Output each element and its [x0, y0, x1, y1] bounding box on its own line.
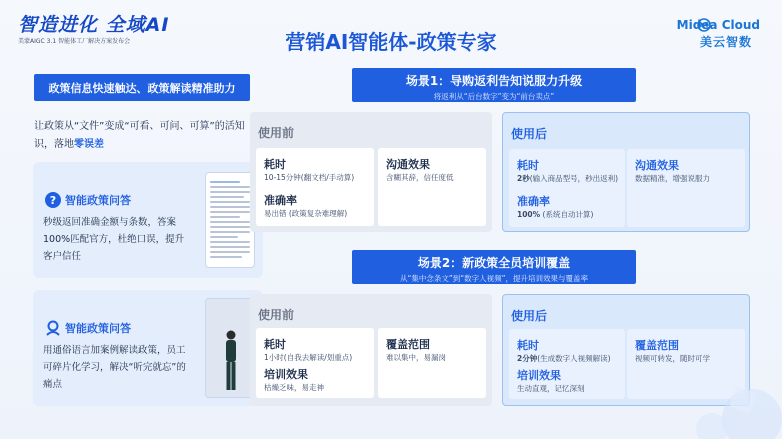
metric-text: 易出错 (政策复杂难理解) [264, 209, 348, 218]
digital-human-video-thumbnail [205, 298, 255, 398]
left-description-text: 让政策从“文件”变成“可看、可问、可算”的活知识，落地 [34, 121, 245, 150]
logo-english: Midea Cloud [676, 18, 760, 32]
metric-title: 培训效果 [517, 369, 561, 382]
scene2-title: 场景2：新政策全员培训覆盖 [417, 256, 571, 270]
metric-title: 沟通效果 [635, 159, 679, 172]
metric-title: 覆盖范围 [386, 338, 430, 351]
scene1-title: 场景1：导购返利告知说服力升级 [405, 74, 583, 88]
question-icon: ? [45, 192, 61, 208]
scene1-before-heading: 使用前 [258, 126, 295, 140]
left-description-highlight: 零误差 [74, 139, 104, 150]
left-description [34, 118, 259, 154]
metric-title: 培训效果 [264, 368, 308, 381]
metric-text [517, 353, 611, 364]
metric-text: 10-15分钟(翻文档/手动算) [264, 173, 355, 182]
scene2-subtitle: 从“集中念条文”到“数字人视频”，提升培训效果与覆盖率 [399, 274, 589, 283]
policy-qa-card-title-text: 智能政策问答 [65, 194, 131, 207]
metric-text: 枯燥乏味，易走神 [264, 383, 324, 392]
policy-explain-card-title-text: 智能政策问答 [65, 322, 131, 335]
brand-title: 智造进化 全域AI [18, 14, 170, 36]
scene1-banner [352, 68, 636, 102]
scene1-before-time-box [256, 148, 374, 226]
metric-title: 沟通效果 [386, 158, 430, 171]
scene2-banner [352, 250, 636, 284]
scene1-after-heading: 使用后 [511, 127, 548, 141]
metric-text [517, 209, 593, 220]
metric-detail: (生成数字人视频解读) [537, 354, 611, 363]
scene2-before-panel [250, 294, 492, 406]
scene1-after-panel [502, 112, 750, 232]
metric-detail: (系统自动计算) [540, 210, 594, 219]
metric-text: 1小时(自我去解读/划重点) [264, 353, 353, 362]
scene2-after-heading: 使用后 [511, 309, 548, 323]
policy-explain-card [33, 290, 263, 406]
metric-number: 100% [517, 210, 541, 219]
metric-title: 耗时 [517, 339, 539, 352]
metric-detail: (输入商品型号，秒出返利) [529, 174, 619, 183]
policy-qa-card-body: 秒级返回准确金额与条数，答案100%匹配官方，杜绝口误，提升客户信任 [43, 217, 185, 262]
metric-text: 视频可转发，随时可学 [635, 354, 710, 363]
metric-text: 含糊其辞，信任度低 [386, 173, 454, 182]
scene2-before-time-box [256, 328, 374, 398]
scene2-before-heading: 使用前 [258, 308, 295, 322]
policy-qa-card-title [45, 192, 131, 208]
metric-title: 耗时 [264, 338, 286, 351]
scene1-subtitle: 将返利从“后台数字”变为“前台卖点” [433, 92, 555, 101]
metric-text: 难以集中，易漏岗 [386, 353, 446, 362]
scene1-after-time-box [509, 149, 625, 227]
logo-chinese: 美云智数 [699, 35, 752, 49]
metric-title: 耗时 [517, 159, 539, 172]
chat-screenshot-thumbnail [205, 172, 255, 268]
decorative-shapes [642, 329, 782, 439]
policy-qa-card [33, 162, 263, 278]
metric-number: 2分钟 [517, 354, 538, 363]
policy-explain-card-title [45, 320, 131, 336]
metric-text [517, 173, 618, 184]
metric-title: 覆盖范围 [635, 339, 679, 352]
page-title: 营销AI智能体-政策专家 [285, 30, 497, 54]
person-icon [45, 320, 61, 336]
brand-subtitle: 美蒙AIGC 3.1 智能体工厂解决方案发布会 [18, 38, 131, 45]
metric-number: 2秒 [517, 174, 530, 183]
scene1-before-panel [250, 112, 492, 232]
scene1-before-communication-box [378, 148, 486, 226]
scene1-after-communication-box [627, 149, 745, 227]
left-banner: 政策信息快速触达、政策解读精准助力 [34, 74, 250, 101]
scene2-before-coverage-box [378, 328, 486, 398]
metric-text: 生动直观，记忆深刻 [517, 384, 585, 393]
metric-title: 准确率 [517, 195, 550, 208]
metric-title: 准确率 [264, 194, 297, 207]
metric-text: 数据精准，增强说服力 [635, 174, 710, 183]
scene2-after-time-box [509, 329, 625, 399]
policy-explain-card-body: 用通俗语言加案例解读政策，员工可碎片化学习，解决“听完就忘”的痛点 [43, 345, 186, 390]
metric-title: 耗时 [264, 158, 286, 171]
digital-human-avatar [222, 329, 240, 393]
